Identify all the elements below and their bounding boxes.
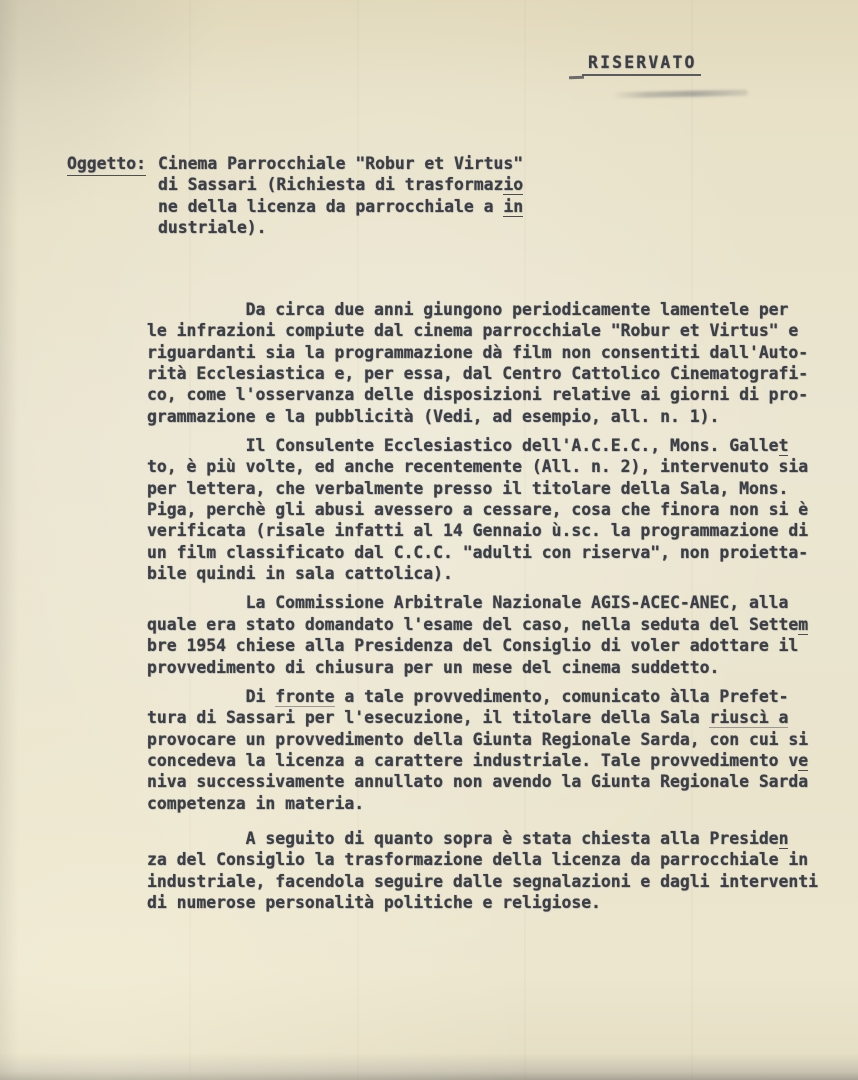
text-segment: Piga, perchè gli abusi avessero a cessare, cosa che finora non si è bbox=[147, 500, 809, 520]
document-body bbox=[147, 299, 827, 921]
document-line bbox=[147, 750, 827, 771]
text-segment: tura di Sassari per l'esecuzione, il titolare della Sala bbox=[147, 708, 710, 728]
text-segment: La Commissione Arbitrale Nazionale AGIS-ACEC-ANEC, alla bbox=[147, 593, 789, 613]
text-segment: un film classificato dal C.C.C. "adulti con riserva", non proietta- bbox=[147, 542, 809, 562]
paragraph-3 bbox=[147, 592, 827, 677]
paragraph-1 bbox=[147, 299, 827, 427]
document-line bbox=[147, 892, 827, 913]
text-segment: bre 1954 chiese alla Presidenza del Consiglio di voler adottare il bbox=[147, 636, 799, 656]
text-segment: a tale provvedimento, comunicato àlla Prefet- bbox=[334, 686, 789, 706]
text-segment: dustriale). bbox=[158, 218, 267, 238]
text-segment: concedeva la licenza a carattere industriale. Tale provvedimento v bbox=[147, 750, 799, 770]
text-segment: bile quindi in sala cattolica). bbox=[147, 564, 453, 584]
paragraph-5 bbox=[147, 828, 827, 913]
underlined-text: io bbox=[503, 175, 524, 195]
document-line bbox=[147, 320, 827, 341]
underlined-text: riuscì a bbox=[709, 708, 789, 728]
underlined-text: e bbox=[798, 750, 809, 770]
text-segment: to, è più volte, ed anche recentemente (All. n. 2), intervenuto sia bbox=[147, 457, 809, 477]
paragraph-2 bbox=[147, 435, 827, 584]
document-line bbox=[147, 563, 827, 584]
document-line bbox=[147, 614, 827, 635]
document-line bbox=[147, 542, 827, 563]
text-segment: A seguito di quanto sopra è stata chiesta alla Preside bbox=[147, 828, 779, 848]
text-segment: Il Consulente Ecclesiastico dell'A.C.E.C., Mons. Galle bbox=[147, 436, 779, 456]
text-segment: competenza in materia. bbox=[147, 793, 365, 813]
document-line bbox=[147, 384, 827, 405]
subject-line bbox=[158, 217, 523, 238]
underlined-text: in bbox=[503, 196, 524, 216]
paragraph-4 bbox=[147, 686, 827, 814]
document-line bbox=[147, 520, 827, 541]
underlined-text: m bbox=[798, 614, 809, 634]
text-segment: Di bbox=[147, 686, 276, 706]
document-line bbox=[147, 299, 827, 320]
text-segment: provvedimento di chiusura per un mese del cinema suddetto. bbox=[147, 657, 720, 677]
document-line bbox=[147, 635, 827, 656]
document-line bbox=[147, 828, 827, 849]
subject-block bbox=[158, 153, 523, 238]
document-line bbox=[147, 686, 827, 707]
text-segment: verificata (risale infatti al 14 Gennaio ù.sc. la programmazione di bbox=[147, 521, 809, 541]
text-segment: Cinema Parrocchiale "Robur et Virtus" bbox=[158, 154, 524, 173]
document-line bbox=[147, 707, 827, 728]
text-segment: provocare un provvedimento della Giunta Regionale Sarda, con cui si bbox=[147, 729, 809, 749]
text-segment: industriale, facendola seguire dalle segnalazioni e dagli interventi bbox=[147, 871, 819, 891]
document-line bbox=[147, 363, 827, 384]
document-line bbox=[147, 793, 827, 814]
text-segment: Da circa due anni giungono periodicamente lamentele per bbox=[147, 300, 789, 319]
pencil-smudge bbox=[612, 90, 748, 99]
text-segment: le infrazioni compiute dal cinema parrocchiale "Robur et Virtus" e bbox=[147, 321, 799, 341]
document-line bbox=[147, 456, 827, 477]
text-segment: quale era stato domandato l'esame del caso, nella seduta del Sette bbox=[147, 614, 799, 634]
subject-line bbox=[158, 174, 523, 195]
underlined-text: t bbox=[778, 436, 789, 456]
document-line bbox=[147, 592, 827, 613]
subject-line bbox=[158, 196, 523, 217]
document-line bbox=[147, 849, 827, 870]
document-line bbox=[147, 435, 827, 456]
text-segment: co, come l'osservanza delle disposizioni relative ai giorni di pro- bbox=[147, 385, 809, 405]
text-segment: per lettera, che verbalmente presso il titolare della Sala, Mons. bbox=[147, 478, 789, 498]
document-line bbox=[147, 406, 827, 427]
text-segment: za del Consiglio la trasformazione della licenza da parrocchiale in bbox=[147, 850, 809, 870]
document-line bbox=[147, 871, 827, 892]
subject-label: Oggetto: bbox=[67, 153, 146, 176]
document-line bbox=[147, 342, 827, 363]
subject-line bbox=[158, 153, 523, 174]
text-segment: ne della licenza da parrocchiale a bbox=[158, 196, 504, 216]
underlined-text: n bbox=[778, 828, 789, 848]
text-segment: di Sassari (Richiesta di trasformaz bbox=[158, 175, 504, 195]
classification-underline-dash bbox=[569, 76, 584, 79]
document-line bbox=[147, 657, 827, 678]
classification-header: RISERVATO bbox=[582, 52, 701, 76]
text-segment: grammazione e la pubblicità (Vedi, ad esempio, all. n. 1). bbox=[147, 406, 720, 426]
document-line bbox=[147, 729, 827, 750]
text-segment: rità Ecclesiastica e, per essa, dal Centro Cattolico Cinematografi- bbox=[147, 364, 809, 384]
text-segment: niva successivamente annullato non avendo la Giunta Regionale Sarda bbox=[147, 772, 809, 792]
document-line bbox=[147, 771, 827, 792]
text-segment: riguardanti sia la programmazione dà film non consentiti dall'Auto- bbox=[147, 342, 809, 362]
text-segment: di numerose personalità politiche e religiose. bbox=[147, 892, 601, 912]
underlined-text: fronte bbox=[275, 686, 335, 706]
document-line bbox=[147, 499, 827, 520]
document-line bbox=[147, 478, 827, 499]
